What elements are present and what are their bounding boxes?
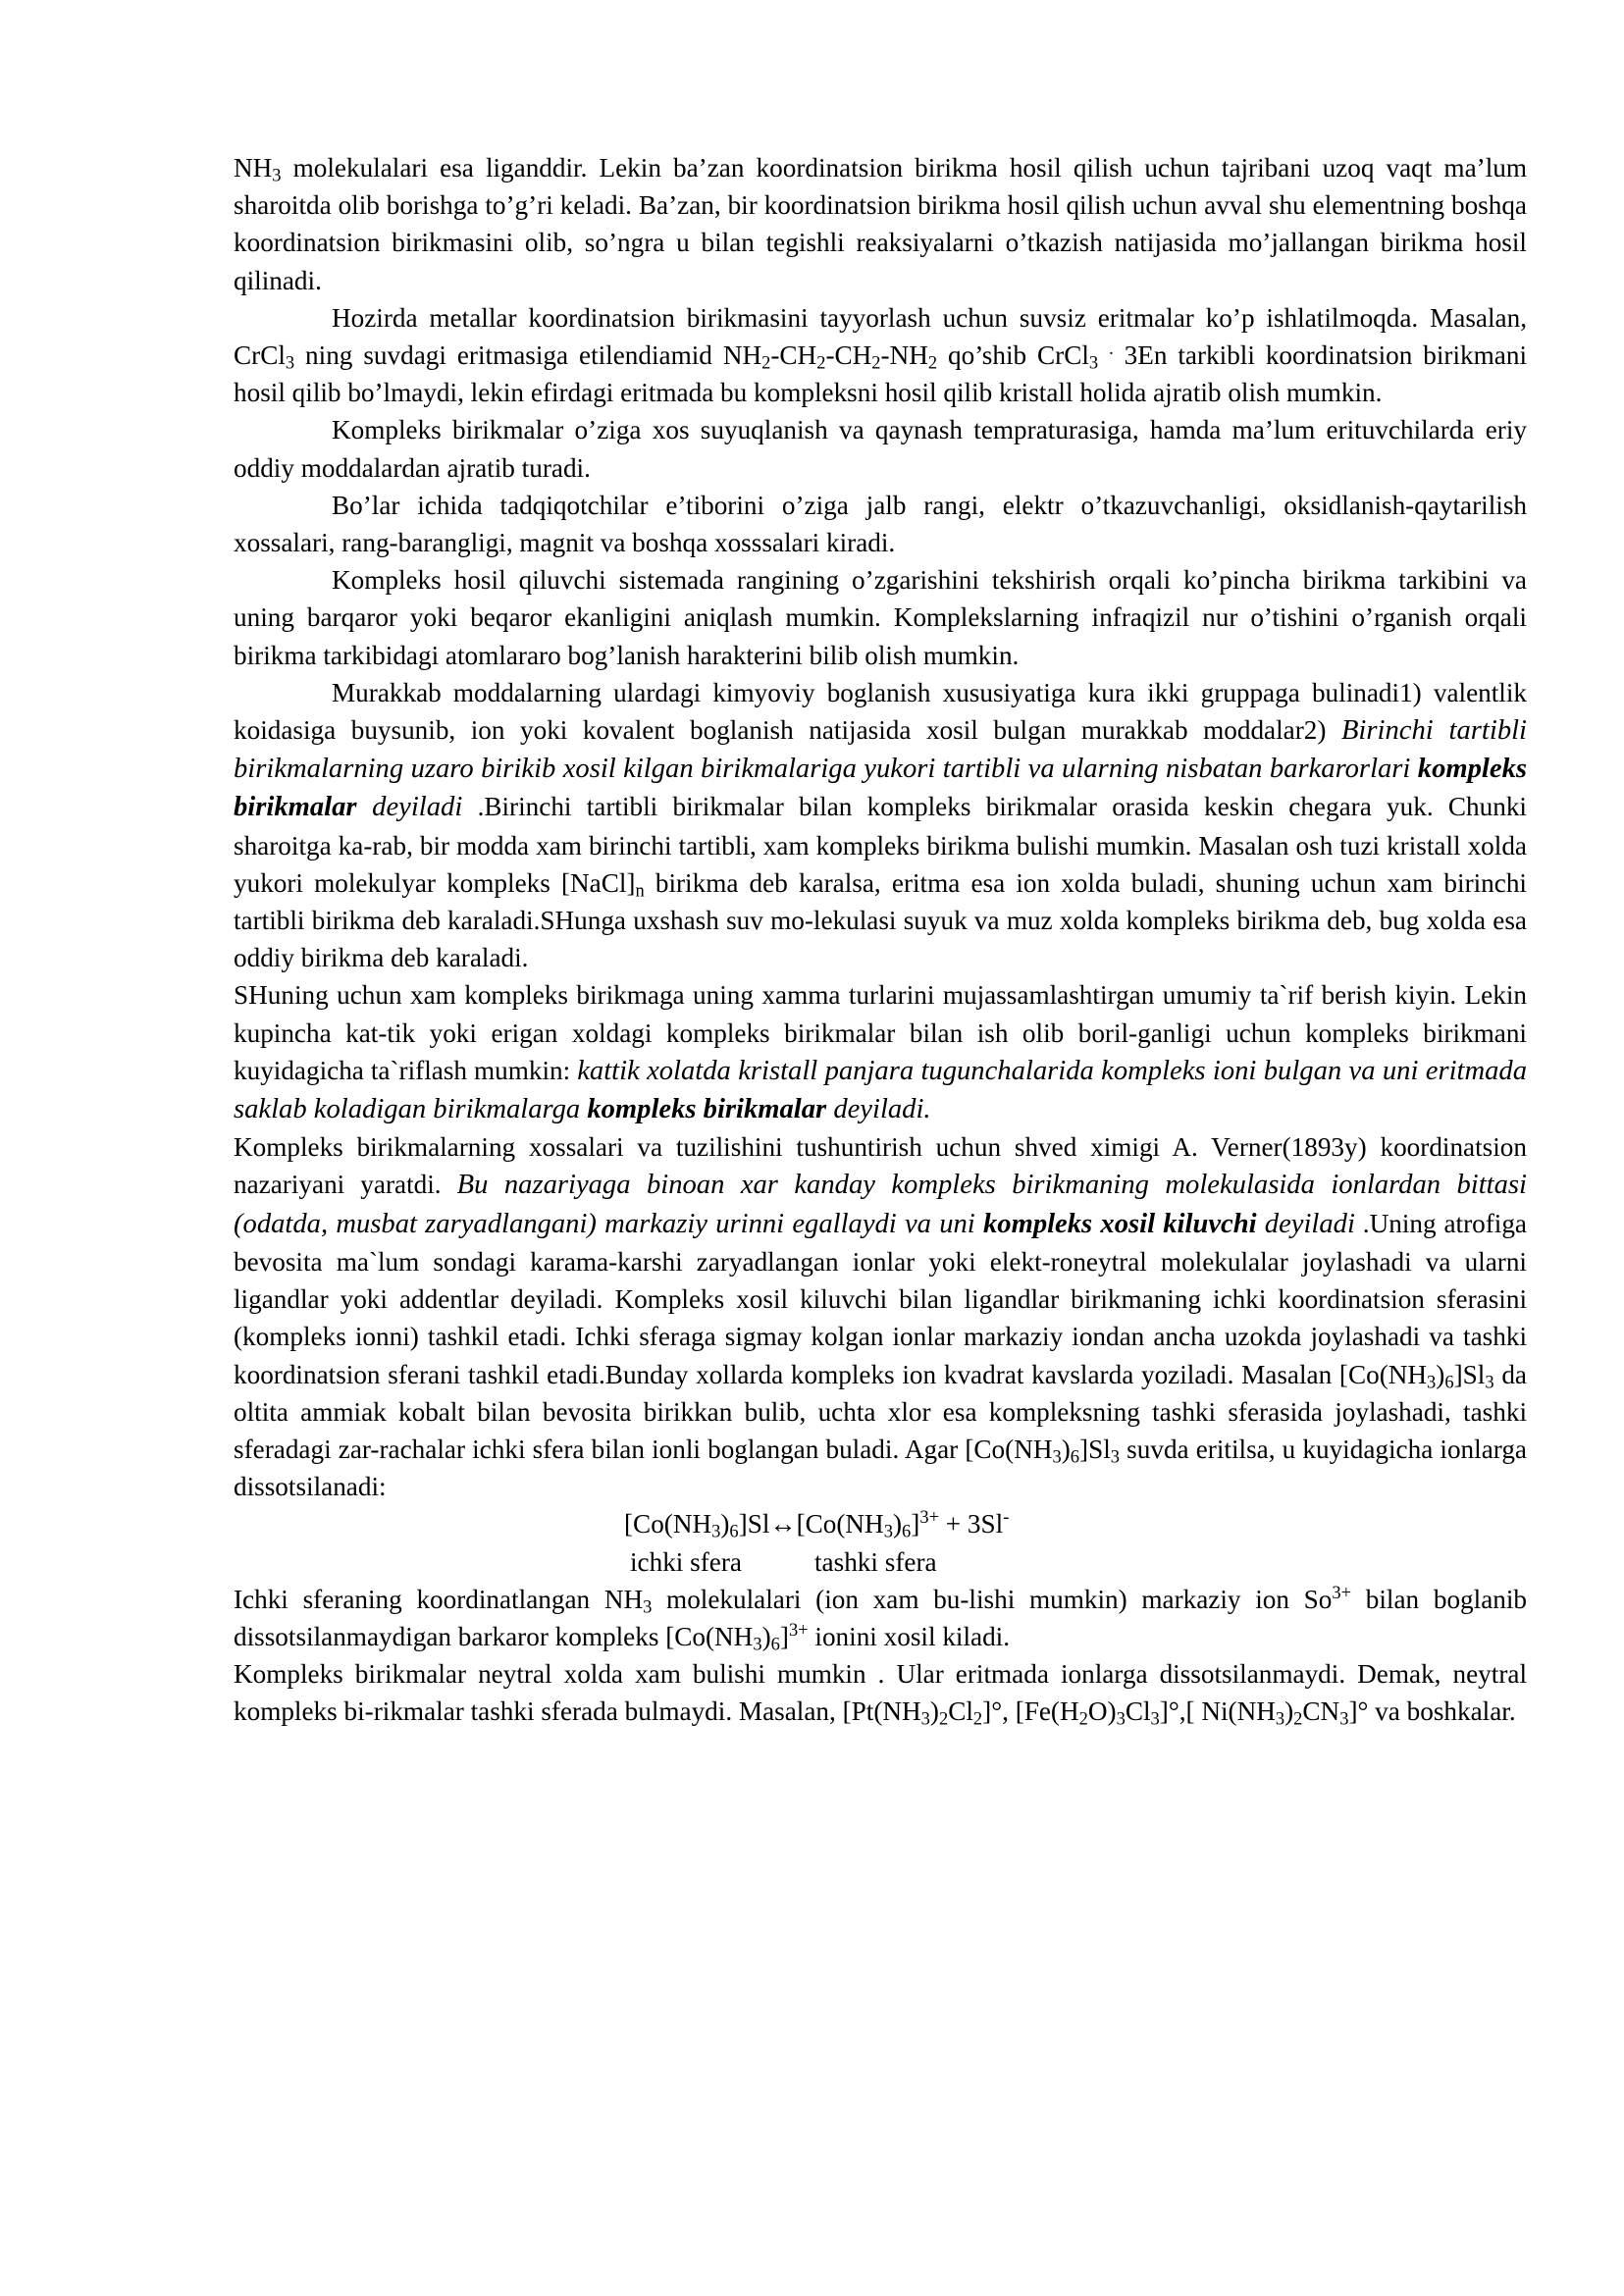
text-run: 3+ bbox=[1332, 1582, 1352, 1602]
text-run: 3 bbox=[1088, 352, 1099, 373]
text-run: 6 bbox=[770, 1634, 780, 1654]
text-run: kompleks xosil kiluvchi bbox=[982, 1208, 1257, 1239]
text-run: bilan boglanib dissotsilanmaydigan barkaror kompleks [Co(NH bbox=[234, 1584, 1528, 1651]
text-run: 3 bbox=[1485, 1372, 1494, 1392]
text-run: 3 bbox=[1110, 1446, 1121, 1467]
text-run: 3 bbox=[920, 1708, 930, 1729]
text-run: ]°,[ Ni(NH bbox=[1159, 1696, 1276, 1727]
text-run: . bbox=[1109, 338, 1114, 358]
text-run: - bbox=[1003, 1507, 1010, 1528]
paragraph-5 bbox=[234, 561, 1527, 674]
text-run: Kompleks birikmalar o’ziga xos suyuqlanish va qaynash tempraturasiga, hamda ma’lum erituvchilarda eriy oddiy moddalardan ajratib turadi. bbox=[234, 415, 1527, 483]
text-run: Cl bbox=[948, 1696, 973, 1727]
paragraph-10 bbox=[234, 1655, 1527, 1730]
text-run: molekulalari esa liganddir. Lekin ba’zan koordinatsion birikma hosil qilish uchun tajribani uzoq vaqt ma’lum sharoitda olib borishga to’g’ri keladi. Ba’zan, bir koordinatsion birikma hosil qilish uchun avval shu elementning boshqa koordinatsion birikmasini olib, so’ngra u bilan tegishli reaksiyalarni o’tkazish natijasida mo’jallangan birikma hosil qilinadi. bbox=[234, 153, 1527, 295]
text-run: 6 bbox=[1444, 1372, 1454, 1392]
dissociation-formula bbox=[234, 1505, 1527, 1542]
text-run: 6 bbox=[729, 1521, 739, 1541]
text-run: 2 bbox=[871, 352, 881, 373]
text-run: -NH bbox=[880, 340, 928, 371]
text-run: 3 bbox=[753, 1634, 762, 1654]
text-run: Murakkab moddalarning ulardagi kimyoviy boglanish xususiyatiga kura ikki gruppaga bulinadi1) valentlik koidasiga buysunib, ion yoki kovalent boglanish natijasida xosil bulgan murakkab moddalar2) bbox=[234, 677, 1527, 746]
text-run: .Uning atrofiga bevosita ma`lum sondagi karama-karshi zaryadlangan ionlar yoki elekt-roneytral molekulalar joylashadi va ularni ligandlar yoki addentlar deyiladi. Kompleks xosil kiluvchi bilan ligandlar birikmaning ichki koordinatsion sferasini (kompleks ionni) tashkil etadi. Ichki sferaga sigmay kolgan ionlar markaziy iondan ancha uzokda joylashadi va tashki koordinatsion sferani tashkil etadi.Bunday xollarda kompleks ion kvadrat kavslarda yoziladi. Masalan [Co(NH bbox=[234, 1208, 1527, 1389]
paragraph-7 bbox=[234, 976, 1527, 1128]
text-run: -CH bbox=[770, 340, 817, 371]
paragraph-1 bbox=[234, 149, 1527, 299]
text-run: da oltita ammiak kobalt bilan bevosita birikkan bulib, uchta xlor esa kompleksning tashki sferasida joylashadi, tashki sferadagi zar-rachalar ichki sfera bilan ionli boglangan buladi. Agar [Co(NH bbox=[234, 1359, 1527, 1464]
text-run: SHuning uchun xam kompleks birikmaga uning xamma turlarini mujassamlashtirgan umumiy ta`rif berish kiyin. Lekin kupincha kat-tik yoki erigan xoldagi kompleks birikmalar bilan ish olib boril-ganligi uchun kompleks birikmani kuyidagicha ta`riflash mumkin: bbox=[234, 980, 1527, 1085]
text-run: 3En tarkibli koordinatsion birikmani hosil qilib bo’lmaydi, lekin efirdagi eritmada bu kompleksni hosil qilib kristall holida ajratib olish mumkin. bbox=[234, 340, 1527, 408]
text-run: deyiladi bbox=[1256, 1208, 1355, 1239]
text-run: ) bbox=[929, 1696, 939, 1727]
text-run: Birinchi tartibli birikmalarning uzaro birikib xosil kilgan birikmalariga yukori tartibli va ularning nisbatan barkarorlari bbox=[234, 715, 1527, 785]
text-run: ionini xosil kiladi. bbox=[808, 1621, 1011, 1651]
text-run: 3+ bbox=[919, 1507, 939, 1528]
text-run: Cl bbox=[1125, 1696, 1151, 1727]
text-run: 2 bbox=[816, 352, 826, 373]
text-run: CN bbox=[1302, 1696, 1340, 1727]
text-run: Hozirda metallar koordinatsion birikmasini tayyorlash uchun suvsiz eritmalar ko’p ishlatilmoqda. Masalan, CrCl bbox=[234, 302, 1527, 371]
text-run: 3 bbox=[883, 1521, 893, 1541]
text-run: 3+ bbox=[788, 1619, 809, 1640]
text-run: 6 bbox=[902, 1521, 912, 1541]
text-run: NH bbox=[234, 153, 273, 183]
text-run: 2 bbox=[938, 1708, 949, 1729]
paragraph-4 bbox=[234, 487, 1527, 561]
text-run: ning suvdagi eritmasiga etilendiamid NH bbox=[294, 340, 762, 371]
text-run: 3 bbox=[1427, 1372, 1437, 1392]
text-run: molekulalari (ion xam bu-lishi mumkin) markaziy ion So bbox=[652, 1584, 1333, 1614]
text-run: ) bbox=[1436, 1359, 1445, 1389]
text-run: kompleks birikmalar bbox=[587, 1094, 827, 1125]
text-run: Kompleks hosil qiluvchi sistemada rangining o’zgarishini tekshirish orqali ko’pincha birikma tarkibini va uning barqaror yoki beqaror ekanligini aniqlash mumkin. Komplekslarning infraqizil nur o’tishini o’rganish orqali birikma tarkibidagi atomlararo bog’lanish harakterini bilib olish mumkin. bbox=[234, 565, 1527, 670]
text-run: 2 bbox=[1078, 1708, 1088, 1729]
text-run: 3 bbox=[1339, 1708, 1349, 1729]
text-run: kattik xolatda kristall panjara tugunchalarida kompleks ioni bulgan va uni eritmada saklab koladigan birikmalarga bbox=[234, 1055, 1527, 1125]
text-run: qo’shib CrCl bbox=[937, 340, 1089, 371]
formula-labels bbox=[234, 1543, 1527, 1581]
text-run: 3 bbox=[643, 1596, 653, 1617]
text-run: ) bbox=[1284, 1696, 1294, 1727]
text-run: 3 bbox=[1052, 1446, 1062, 1467]
outer-sphere-label: tashki sfera bbox=[814, 1546, 937, 1577]
text-run: ) bbox=[892, 1509, 903, 1539]
text-run: 2 bbox=[972, 1708, 983, 1729]
text-run: ] bbox=[779, 1621, 789, 1651]
document-body bbox=[234, 149, 1527, 1731]
text-run: 2 bbox=[927, 352, 938, 373]
text-run: ]Sl bbox=[1079, 1434, 1111, 1464]
text-run: ]Sl bbox=[1453, 1359, 1486, 1389]
text-run: 3 bbox=[272, 165, 282, 185]
text-run: Bo’lar ichida tadqiqotchilar e’tiborini o’ziga jalb rangi, elektr o’tkazuvchanligi, oksidlanish-qaytarilish xossalari, rang-barangligi, magnit va boshqa xosssalari kiradi. bbox=[234, 490, 1527, 558]
text-run: ) bbox=[720, 1509, 730, 1539]
text-run: 3 bbox=[1275, 1708, 1285, 1729]
text-run: deyiladi. bbox=[826, 1094, 931, 1125]
text-run: ) bbox=[761, 1621, 771, 1651]
inner-sphere-label: ichki sfera bbox=[630, 1546, 742, 1577]
text-run: 2 bbox=[1293, 1708, 1303, 1729]
text-run: [Co(NH bbox=[624, 1509, 712, 1539]
paragraph-3 bbox=[234, 411, 1527, 486]
text-run: 2 bbox=[761, 352, 771, 373]
text-run: ) bbox=[1061, 1434, 1071, 1464]
text-run: ]Sl↔[Co(NH bbox=[738, 1509, 884, 1539]
text-run: Bu nazariyaga binoan xar kanday kompleks birikmaning molekulasida ionlardan bittasi (odatda, musbat zaryadlangani) markaziy urinni egallaydi va uni bbox=[234, 1170, 1527, 1239]
paragraph-8 bbox=[234, 1128, 1527, 1505]
text-run: .Birinchi tartibli birikmalar bilan kompleks birikmalar orasida keskin chegara yuk. Chunki sharoitga ka-rab, bir modda xam birinchi tartibli, xam kompleks birikma bulishi mumkin. Masalan osh tuzi kristall xolda yukori molekulyar kompleks [NaCl] bbox=[234, 792, 1527, 898]
paragraph-2 bbox=[234, 299, 1527, 412]
text-run: 6 bbox=[1070, 1446, 1080, 1467]
text-run: suvda eritilsa, u kuyidagicha ionlarga dissotsilanadi: bbox=[234, 1434, 1527, 1502]
text-run: 3 bbox=[711, 1521, 721, 1541]
text-run: n bbox=[635, 880, 645, 901]
text-run: ]°, [Fe(H bbox=[982, 1696, 1079, 1727]
text-run: O) bbox=[1087, 1696, 1117, 1727]
text-run: + 3Sl bbox=[939, 1509, 1004, 1539]
text-run bbox=[1098, 340, 1109, 370]
text-run: Kompleks birikmalarning xossalari va tuzilishini tushuntirish uchun shved ximigi A. Verner(1893y) koordinatsion nazariyani yaratdi. bbox=[234, 1132, 1527, 1200]
paragraph-6 bbox=[234, 674, 1527, 977]
paragraph-9 bbox=[234, 1581, 1527, 1655]
text-run: Kompleks birikmalar neytral xolda xam bulishi mumkin . Ular eritmada ionlarga dissotsilanmaydi. Demak, neytral kompleks bi-rikmalar tashki sferada bulmaydi. Masalan, [Pt(NH bbox=[234, 1659, 1527, 1727]
text-run: Ichki sferaning koordinatlangan NH bbox=[234, 1584, 644, 1614]
text-run: -CH bbox=[825, 340, 872, 371]
text-run: 3 bbox=[1150, 1708, 1160, 1729]
text-run: kompleks birikmalar bbox=[234, 754, 1527, 823]
text-run: ] bbox=[911, 1509, 920, 1539]
text-run: 3 bbox=[285, 352, 295, 373]
text-run: 3 bbox=[1116, 1708, 1126, 1729]
text-run: ]° va boshkalar. bbox=[1348, 1696, 1516, 1727]
text-run: deyiladi bbox=[356, 792, 463, 823]
text-run: birikma deb karalsa, eritma esa ion xolda buladi, shuning uchun xam birinchi tartibli birikma deb karaladi.SHunga uxshash suv mo-lekulasi suyuk va muz xolda kompleks birikma deb, bug xolda esa oddiy birikma deb karaladi. bbox=[234, 867, 1527, 973]
